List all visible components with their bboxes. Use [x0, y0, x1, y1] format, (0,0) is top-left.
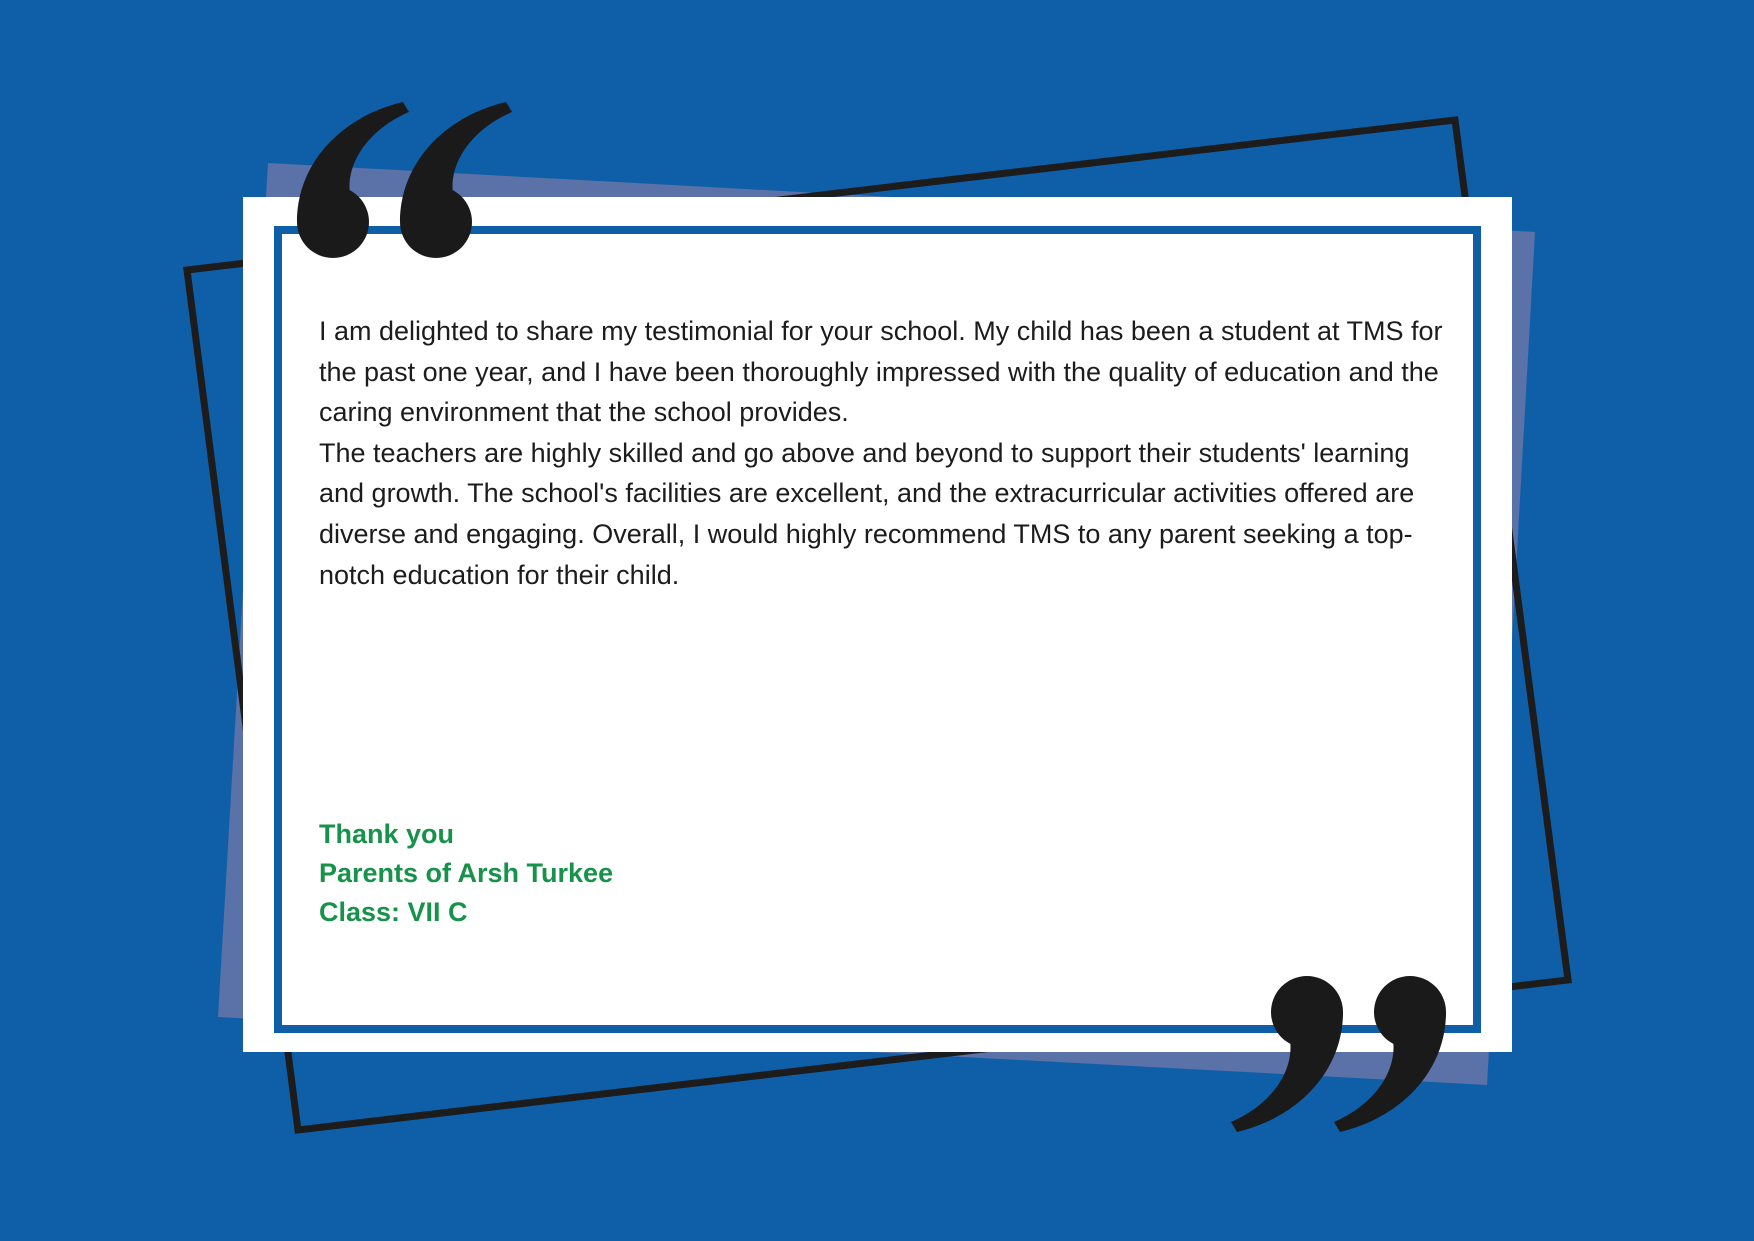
testimonial-paragraph-1: I am delighted to share my testimonial for your school. My child has been a student at TMS for the past one year, and I have been thoroughly impressed with the quality of education and the caring environment that the school provides.: [319, 316, 1443, 428]
signoff: [319, 815, 919, 932]
testimonial-card: [243, 197, 1512, 1052]
signoff-thanks: Thank you: [319, 819, 455, 849]
testimonial-text: [319, 311, 1459, 595]
signoff-class: Class: VII C: [319, 897, 468, 927]
signoff-author: Parents of Arsh Turkee: [319, 858, 614, 888]
testimonial-paragraph-2: The teachers are highly skilled and go above and beyond to support their students' learning and growth. The school's facilities are excellent, and the extracurricular activities offered are diverse and engaging. Overall, I would highly recommend TMS to any parent seeking a top-notch education for their child.: [319, 437, 1415, 590]
